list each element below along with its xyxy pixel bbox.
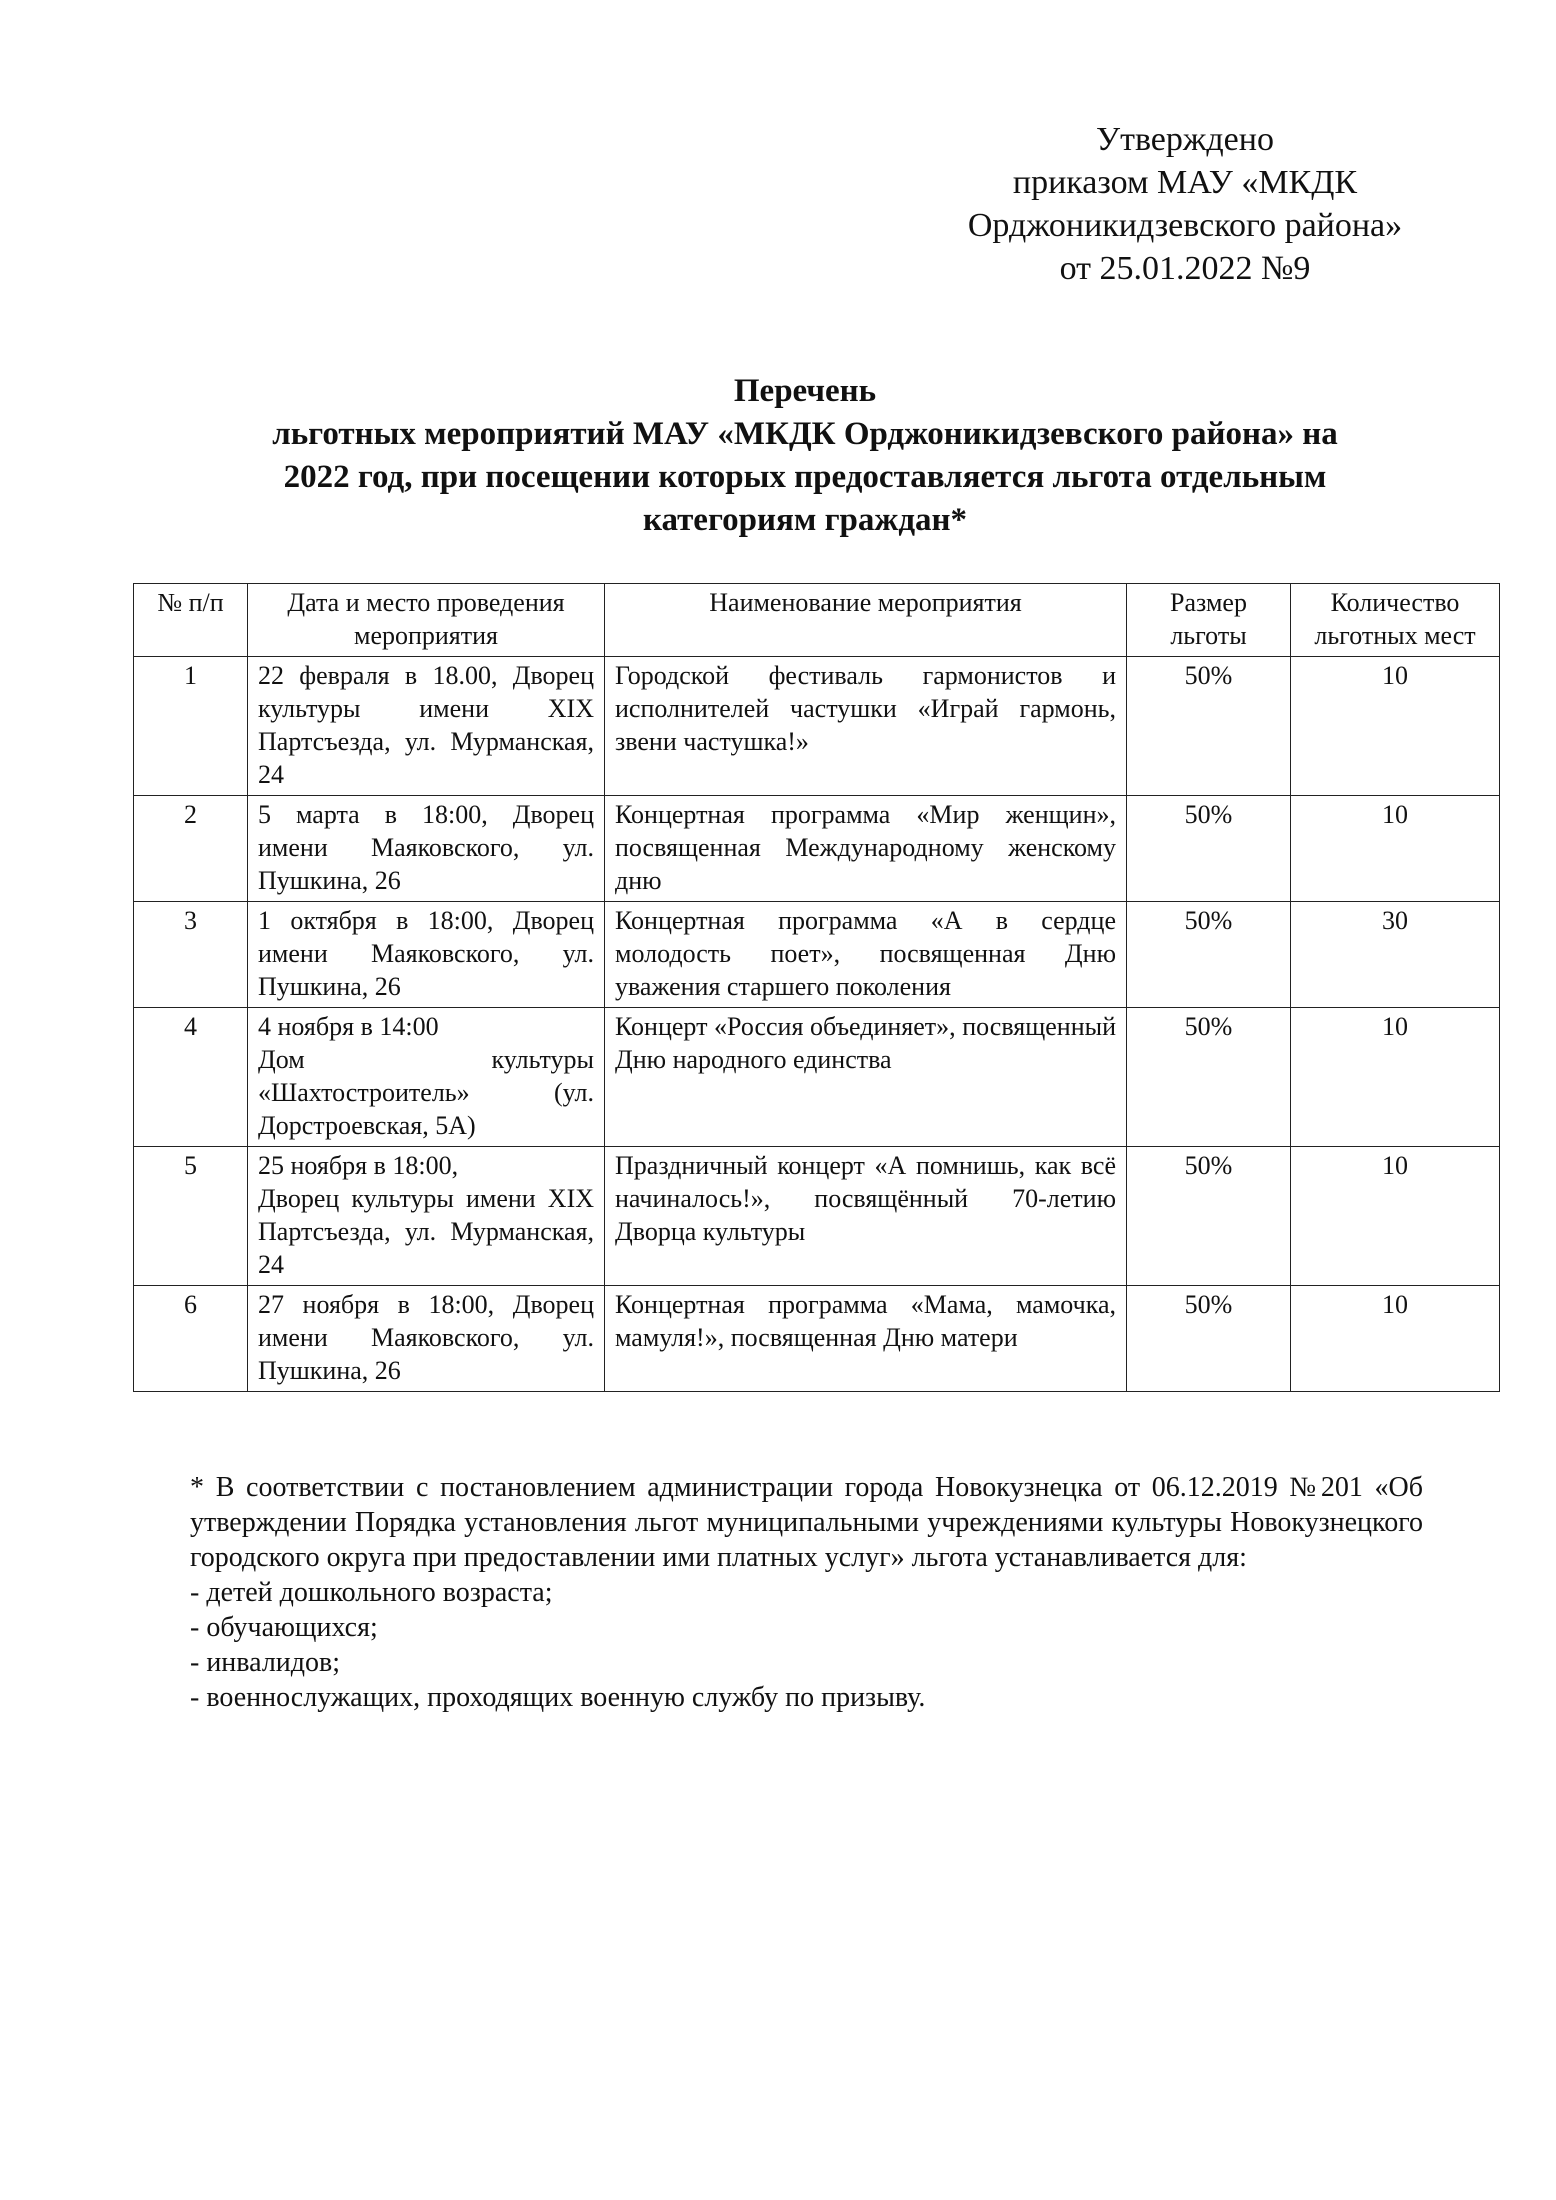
list-item: - детей дошкольного возраста; bbox=[190, 1577, 553, 1608]
row-place: Дворец культуры имени XIX Партсъезда, ул. Мурманская, 24 bbox=[258, 1184, 594, 1279]
row-date-place: 22 февраля в 18.00, Дворец культуры имени XIX Партсъезда, ул. Мурманская, 24 bbox=[248, 657, 605, 796]
approval-line-2: приказом МАУ «МКДК bbox=[1012, 164, 1358, 201]
header-discount: Размер льготы bbox=[1127, 584, 1291, 657]
row-seats: 10 bbox=[1291, 1147, 1500, 1286]
approval-stamp bbox=[900, 118, 1470, 290]
row-event-name: Концертная программа «А в сердце молодость поет», посвященная Дню уважения старшего поколения bbox=[605, 902, 1127, 1008]
row-discount: 50% bbox=[1127, 1286, 1291, 1392]
row-num: 4 bbox=[134, 1008, 248, 1147]
row-seats: 10 bbox=[1291, 796, 1500, 902]
row-num: 3 bbox=[134, 902, 248, 1008]
row-seats: 10 bbox=[1291, 1008, 1500, 1147]
header-num: № п/п bbox=[134, 584, 248, 657]
row-num: 2 bbox=[134, 796, 248, 902]
row-date-place bbox=[248, 1147, 605, 1286]
table-row bbox=[134, 796, 1500, 902]
approval-line-3: Орджоникидзевского района» bbox=[967, 207, 1403, 244]
row-date-place: 27 ноября в 18:00, Дворец имени Маяковского, ул. Пушкина, 26 bbox=[248, 1286, 605, 1392]
row-date: 25 ноября в 18:00, bbox=[258, 1151, 459, 1180]
header-event-name: Наименование мероприятия bbox=[605, 584, 1127, 657]
row-event-name: Концертная программа «Мама, мамочка, мамуля!», посвященная Дню матери bbox=[605, 1286, 1127, 1392]
row-discount: 50% bbox=[1127, 657, 1291, 796]
approval-line-4: от 25.01.2022 №9 bbox=[1059, 250, 1311, 287]
row-num: 6 bbox=[134, 1286, 248, 1392]
row-num: 1 bbox=[134, 657, 248, 796]
table-header-row bbox=[134, 584, 1500, 657]
row-discount: 50% bbox=[1127, 1147, 1291, 1286]
row-discount: 50% bbox=[1127, 902, 1291, 1008]
table-row bbox=[134, 902, 1500, 1008]
row-seats: 10 bbox=[1291, 657, 1500, 796]
header-seats: Количество льготных мест bbox=[1291, 584, 1500, 657]
title-line-1: Перечень bbox=[733, 373, 877, 409]
row-date-place bbox=[248, 1008, 605, 1147]
title-line-3: 2022 год, при посещении которых предоставляется льгота отдельным bbox=[283, 459, 1327, 495]
list-item: - инвалидов; bbox=[190, 1647, 341, 1678]
footnote bbox=[190, 1470, 1423, 1715]
row-event-name: Концерт «Россия объединяет», посвященный Дню народного единства bbox=[605, 1008, 1127, 1147]
title-line-2: льготных мероприятий МАУ «МКДК Орджоникидзевского района» на bbox=[272, 416, 1338, 452]
header-date-place: Дата и место проведения мероприятия bbox=[248, 584, 605, 657]
row-place: Дом культуры «Шахтостроитель» (ул. Дорстроевская, 5А) bbox=[258, 1045, 594, 1140]
title-line-4: категориям граждан* bbox=[642, 502, 968, 538]
beneficiary-list bbox=[190, 1575, 1423, 1715]
row-date: 4 ноября в 14:00 bbox=[258, 1012, 439, 1041]
list-item: - военнослужащих, проходящих военную службу по призыву. bbox=[190, 1682, 926, 1713]
row-date-place: 5 марта в 18:00, Дворец имени Маяковского, ул. Пушкина, 26 bbox=[248, 796, 605, 902]
row-seats: 30 bbox=[1291, 902, 1500, 1008]
row-date-place: 1 октября в 18:00, Дворец имени Маяковского, ул. Пушкина, 26 bbox=[248, 902, 605, 1008]
table-row bbox=[134, 1147, 1500, 1286]
row-event-name: Городской фестиваль гармонистов и исполнителей частушки «Играй гармонь, звени частушка!» bbox=[605, 657, 1127, 796]
approval-line-1: Утверждено bbox=[1096, 121, 1274, 158]
document-title bbox=[180, 370, 1430, 542]
row-discount: 50% bbox=[1127, 796, 1291, 902]
table-row bbox=[134, 1286, 1500, 1392]
row-discount: 50% bbox=[1127, 1008, 1291, 1147]
row-num: 5 bbox=[134, 1147, 248, 1286]
list-item: - обучающихся; bbox=[190, 1612, 378, 1643]
table-row bbox=[134, 657, 1500, 796]
row-event-name: Концертная программа «Мир женщин», посвященная Международному женскому дню bbox=[605, 796, 1127, 902]
row-seats: 10 bbox=[1291, 1286, 1500, 1392]
events-table bbox=[133, 583, 1500, 1392]
table-row bbox=[134, 1008, 1500, 1147]
row-event-name: Праздничный концерт «А помнишь, как всё начиналось!», посвящённый 70-летию Дворца культуры bbox=[605, 1147, 1127, 1286]
footnote-text: * В соответствии с постановлением администрации города Новокузнецка от 06.12.2019 №201 «Об утверждении Порядка установления льгот муниципальными учреждениями культуры Новокузнецкого городского округа при предоставлении ими платных услуг» льгота устанавливается для: bbox=[190, 1472, 1423, 1573]
